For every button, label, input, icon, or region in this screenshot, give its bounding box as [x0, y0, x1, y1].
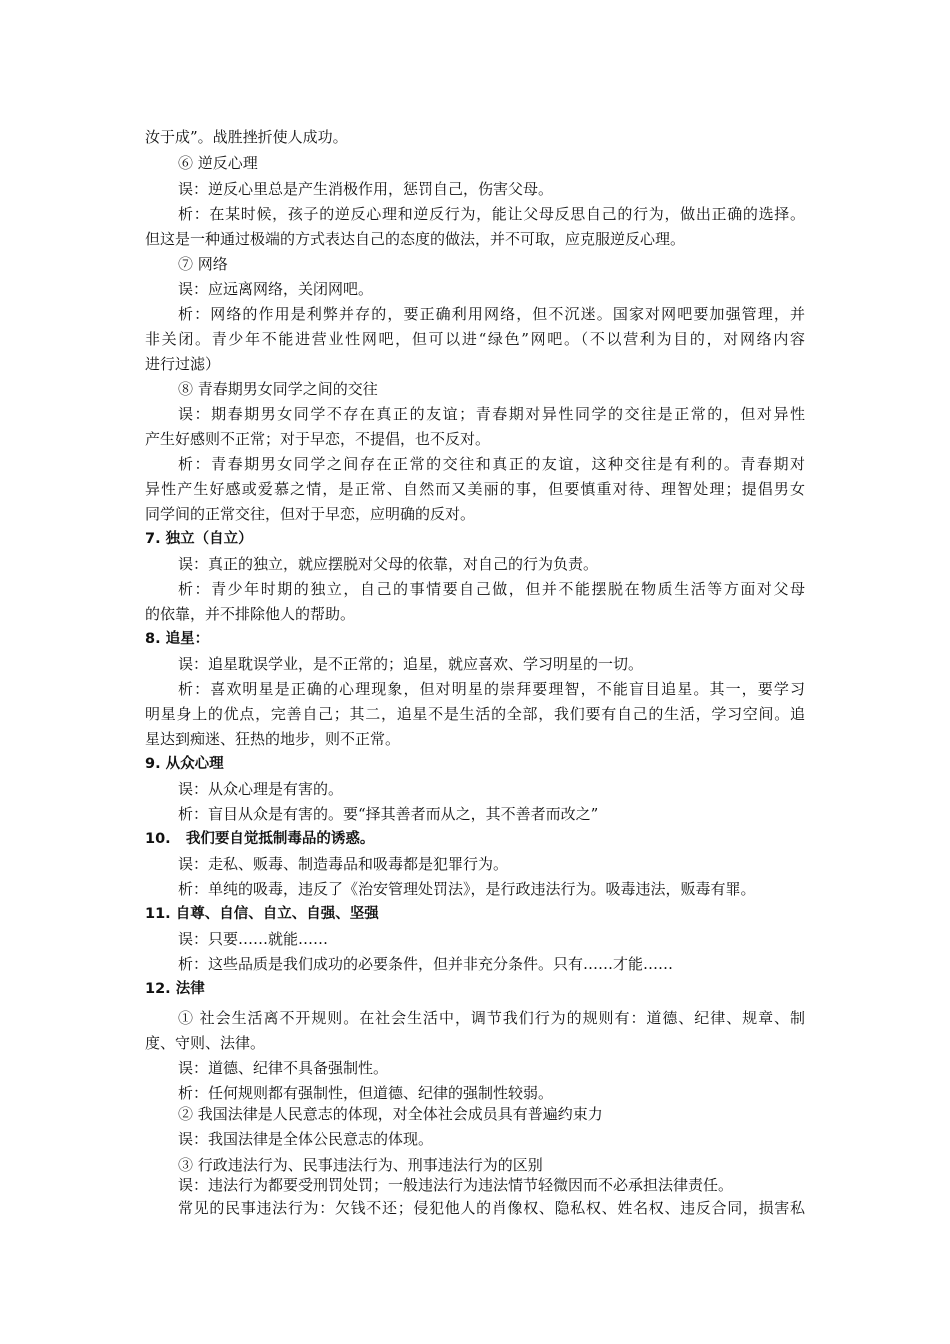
- analysis-line: 析：单纯的吸毒，违反了《治安管理处罚法》，是行政违法行为。吸毒违法，贩毒有罪。: [178, 880, 756, 898]
- text-line: 常见的民事违法行为：欠钱不还；侵犯他人的肖像权、隐私权、姓名权、违反合同，损害私: [178, 1199, 805, 1217]
- misconception-line: 误：逆反心里总是产生消极作用，惩罚自己，伤害父母。: [178, 180, 554, 198]
- text-line: 汝于成”。战胜挫折使人成功。: [145, 128, 348, 146]
- text-line: 进行过滤）: [145, 355, 221, 373]
- section-heading: 10. 我们要自觉抵制毒品的诱惑。: [145, 831, 375, 847]
- analysis-line: 析：这些品质是我们成功的必要条件，但并非充分条件。只有……才能……: [178, 955, 674, 973]
- text-line: 但这是一种通过极端的方式表达自己的态度的做法，并不可取，应克服逆反心理。: [145, 230, 686, 248]
- analysis-line: 析：盲目从众是有害的。要“择其善者而从之，其不善者而改之”: [178, 805, 599, 823]
- subheading: ② 我国法律是人民意志的体现，对全体社会成员具有普遍约束力: [178, 1105, 603, 1123]
- misconception-line: 误：走私、贩毒、制造毒品和吸毒都是犯罪行为。: [178, 855, 509, 873]
- analysis-line: 析：青春期男女同学之间存在正常的交往和真正的友谊，这种交往是有利的。青春期对: [178, 455, 805, 473]
- text-line: 同学间的正常交往，但对于早恋，应明确的反对。: [145, 505, 476, 523]
- analysis-line: 析：在某时候，孩子的逆反心理和逆反行为，能让父母反思自己的行为，做出正确的选择。: [178, 205, 805, 223]
- misconception-line: 误：应远离网络，关闭网吧。: [178, 280, 374, 298]
- misconception-line: 误：期春期男女同学不存在真正的友谊；青春期对异性同学的交往是正常的，但对异性: [178, 405, 805, 423]
- misconception-line: 误：道德、纪律不具备强制性。: [178, 1059, 389, 1077]
- analysis-line: 析：网络的作用是利弊并存的，要正确利用网络，但不沉迷。国家对网吧要加强管理，并: [178, 305, 805, 323]
- subheading: ① 社会生活离不开规则。在社会生活中，调节我们行为的规则有：道德、纪律、规章、制: [178, 1009, 805, 1027]
- subheading: ⑥ 逆反心理: [178, 154, 258, 172]
- text-line: 非关闭。青少年不能进营业性网吧，但可以进“绿色”网吧。（不以营利为目的，对网络内容: [145, 330, 805, 348]
- misconception-line: 误：真正的独立，就应摆脱对父母的依靠，对自己的行为负责。: [178, 555, 599, 573]
- section-heading: 12. 法律: [145, 981, 205, 997]
- section-heading: 9. 从众心理: [145, 756, 224, 772]
- misconception-line: 误：追星耽误学业，是不正常的；追星，就应喜欢、学习明星的一切。: [178, 655, 644, 673]
- subheading: ③ 行政违法行为、民事违法行为、刑事违法行为的区别: [178, 1156, 543, 1174]
- misconception-line: 误：从众心理是有害的。: [178, 780, 344, 798]
- misconception-line: 误：我国法律是全体公民意志的体现。: [178, 1130, 434, 1148]
- section-heading: 8. 追星：: [145, 631, 210, 647]
- section-heading: 7. 独立（自立）: [145, 531, 253, 547]
- text-line: 异性产生好感或爱慕之情，是正常、自然而又美丽的事，但要慎重对待、理智处理；提倡男女: [145, 480, 805, 498]
- section-heading: 11. 自尊、自信、自立、自强、坚强: [145, 906, 379, 922]
- text-line: 明星身上的优点，完善自己；其二，追星不是生活的全部，我们要有自己的生活，学习空间。追: [145, 705, 805, 723]
- subheading: ⑦ 网络: [178, 255, 228, 273]
- analysis-line: 析：任何规则都有强制性，但道德、纪律的强制性较弱。: [178, 1084, 554, 1102]
- misconception-line: 误：只要……就能……: [178, 930, 329, 948]
- text-line: 度、守则、法律。: [145, 1034, 266, 1052]
- subheading: ⑧ 青春期男女同学之间的交往: [178, 380, 378, 398]
- analysis-line: 析：喜欢明星是正确的心理现象，但对明星的崇拜要理智，不能盲目追星。其一，要学习: [178, 680, 805, 698]
- text-line: 的依靠，并不排除他人的帮助。: [145, 605, 356, 623]
- text-line: 星达到痴迷、狂热的地步，则不正常。: [145, 730, 401, 748]
- analysis-line: 析：青少年时期的独立，自己的事情要自己做，但并不能摆脱在物质生活等方面对父母: [178, 580, 805, 598]
- misconception-line: 误：违法行为都要受刑罚处罚；一般违法行为违法情节轻微因而不必承担法律责任。: [178, 1176, 734, 1194]
- text-line: 产生好感则不正常；对于早恋，不提倡，也不反对。: [145, 430, 491, 448]
